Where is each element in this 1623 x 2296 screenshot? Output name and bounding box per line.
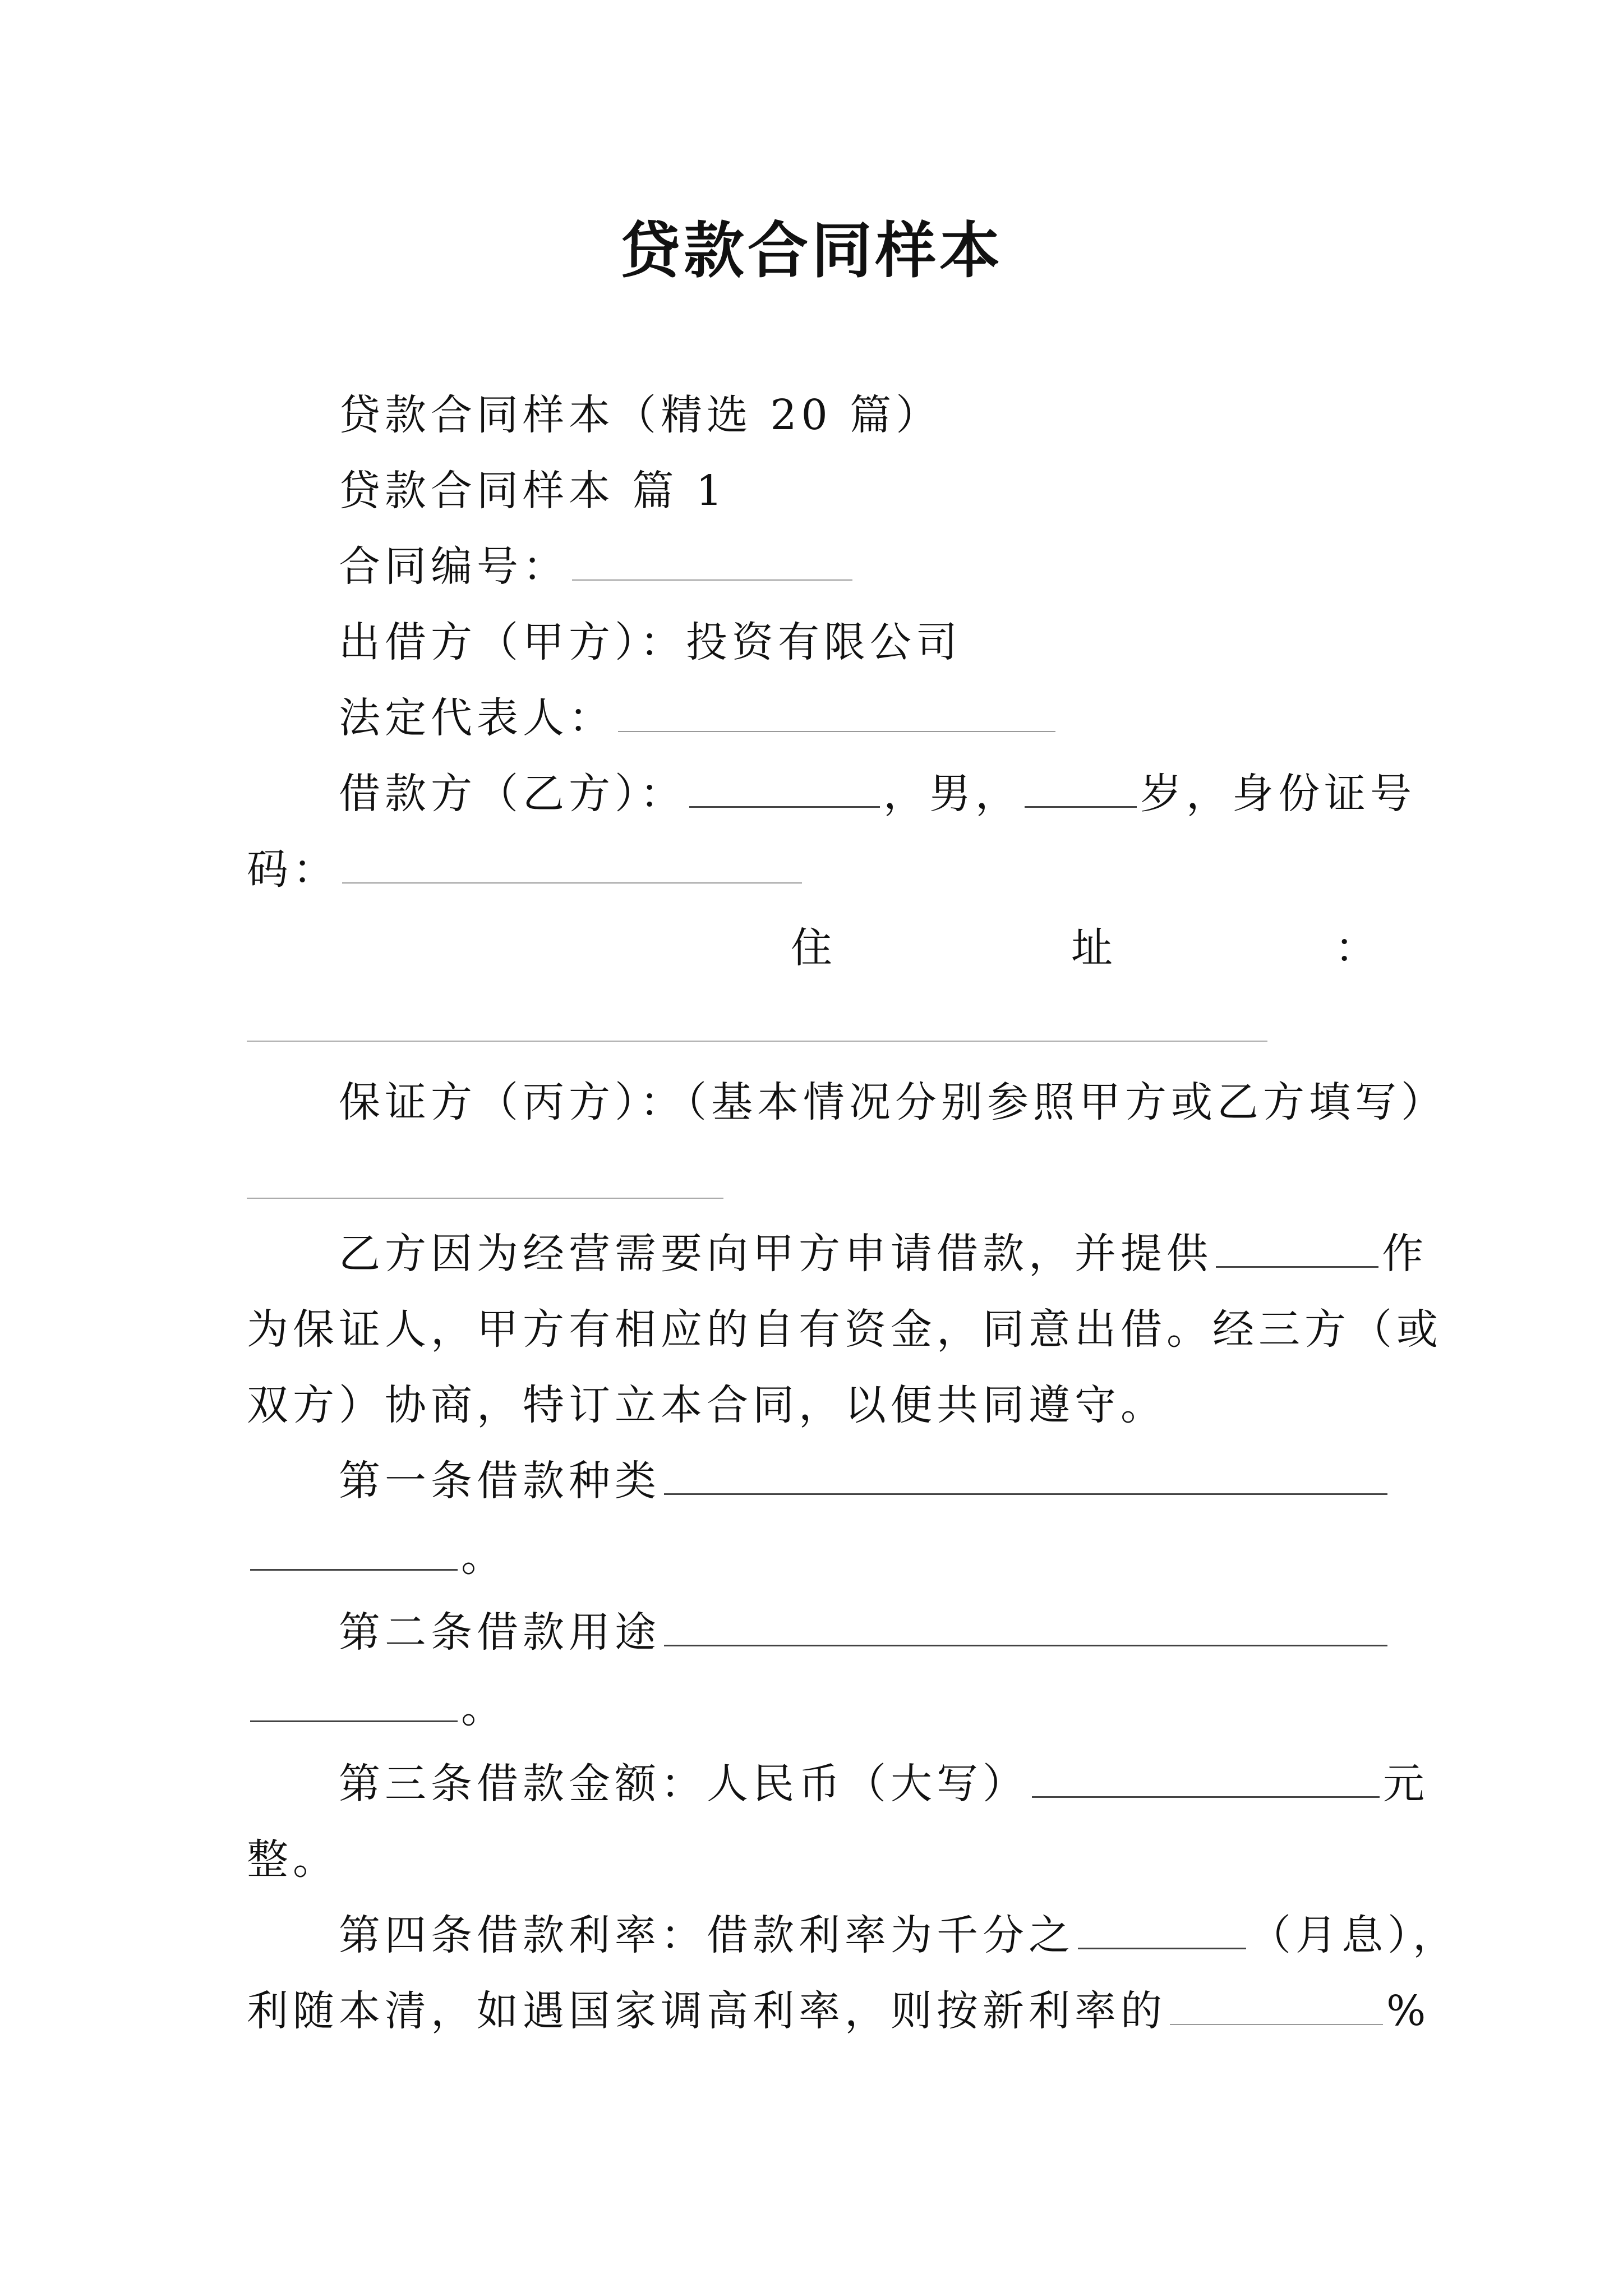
address-blank[interactable] bbox=[247, 1041, 1267, 1042]
guarantor-name-blank[interactable] bbox=[1216, 1226, 1378, 1268]
document-title: 贷款合同样本 bbox=[619, 215, 1003, 286]
paragraph-line: 为保证人，甲方有相应的自有资金，同意出借。经三方（或 bbox=[247, 1305, 1442, 1354]
loan-type-blank[interactable] bbox=[664, 1453, 1387, 1495]
contract-number-blank[interactable] bbox=[572, 539, 852, 581]
loan-amount-blank[interactable] bbox=[1032, 1756, 1380, 1798]
paragraph-line: 双方）协商，特订立本合同，以便共同遵守。 bbox=[247, 1381, 1166, 1429]
legal-rep-blank[interactable] bbox=[618, 691, 1055, 732]
legal-rep-line: 法定代表人： bbox=[247, 690, 1376, 746]
interest-rate-blank[interactable] bbox=[1078, 1907, 1246, 1949]
article-1-line: 第一条借款种类 bbox=[247, 1453, 1376, 1509]
lender-line: 出借方（甲方）：投资有限公司 bbox=[339, 618, 962, 666]
borrower-name-blank[interactable] bbox=[689, 766, 880, 808]
section-heading: 贷款合同样本 篇 1 bbox=[339, 467, 727, 515]
loan-purpose-blank[interactable] bbox=[664, 1604, 1387, 1646]
borrower-age-blank[interactable] bbox=[1025, 766, 1137, 808]
paragraph-line: 乙方因为经营需要向甲方申请借款，并提供 作 bbox=[247, 1226, 1376, 1282]
borrower-line: 借款方（乙方）： ，男， 岁，身份证号 bbox=[247, 766, 1376, 822]
article-2-line: 第二条借款用途 bbox=[247, 1604, 1376, 1660]
guarantor-blank[interactable] bbox=[247, 1198, 723, 1199]
guarantor-line: 保证方（丙方）：（基本情况分别参照甲方或乙方填写） bbox=[339, 1078, 1447, 1126]
article-3-line: 第三条借款金额：人民币（大写） 元 bbox=[247, 1756, 1376, 1812]
new-rate-blank[interactable] bbox=[1170, 1984, 1383, 2025]
document-page: 贷款合同样本 贷款合同样本（精选 20 篇） 贷款合同样本 篇 1 合同编号： 出借方（甲方）：投资有限公司 法定代表人： 借款方（乙方）： ，男， 岁，身份证号 码： 住 址 ： 保证方（丙方）：（基本情况分别参照甲方或乙方填写） 乙方因为经营需要向甲方申请借款，并提供 作 为保证人，甲方有相应的自有资金，同意出借。经三方（或 双方）协商，特订立本合同，以便共同遵守。 第一条借款种类 。 第二条借款用途 。 第三条借款金额：人民币（大写） 元 整。 第四条借款利率：借款利率为千分之 （月息）， 利随本清，如遇国家调高利率，则按新利率的 % bbox=[0, 0, 1623, 2296]
article-4-cont: 利随本清，如遇国家调高利率，则按新利率的 % bbox=[247, 1983, 1376, 2039]
article-1-cont: 。 bbox=[247, 1529, 1376, 1585]
id-number-blank[interactable] bbox=[342, 842, 802, 884]
loan-type-blank-2[interactable] bbox=[250, 1529, 458, 1571]
article-2-cont: 。 bbox=[247, 1680, 1376, 1736]
subtitle-line: 贷款合同样本（精选 20 篇） bbox=[339, 391, 942, 439]
loan-purpose-blank-2[interactable] bbox=[250, 1680, 458, 1722]
article-3-cont: 整。 bbox=[247, 1835, 339, 1884]
article-4-line: 第四条借款利率：借款利率为千分之 （月息）， bbox=[247, 1907, 1376, 1963]
contract-number-line: 合同编号： bbox=[247, 539, 1376, 595]
id-number-line: 码： bbox=[247, 841, 1376, 898]
